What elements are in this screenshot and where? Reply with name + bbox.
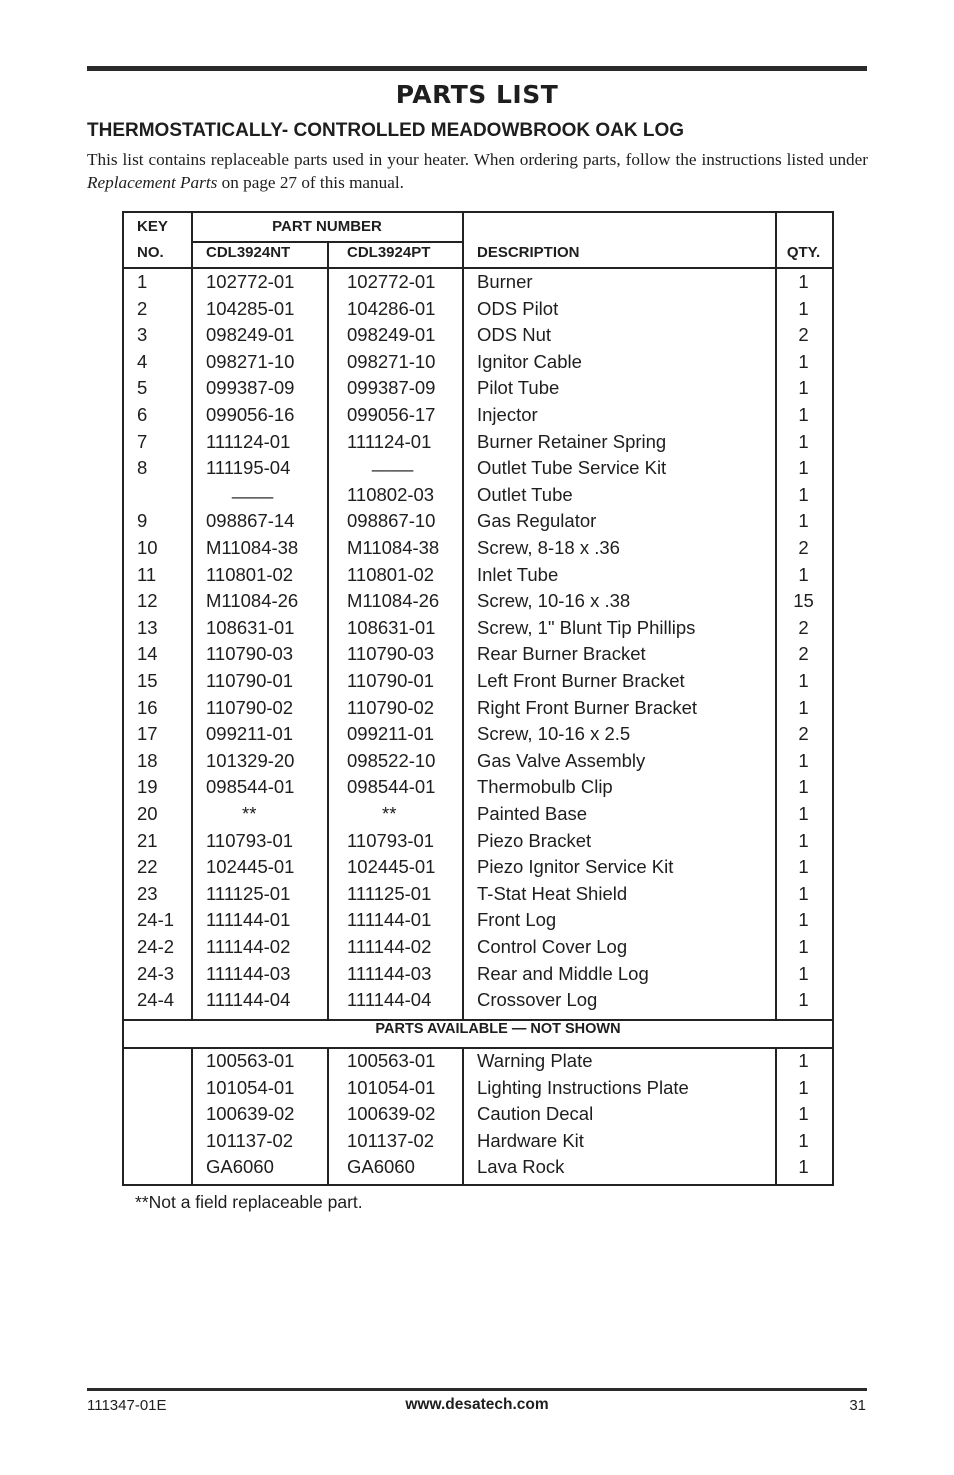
intro-text-end: on page 27 of this manual. <box>217 173 404 192</box>
part-number-nt-cell: 111124-01 <box>206 430 291 452</box>
part-number-nt-cell: 111144-03 <box>206 962 291 984</box>
key-number-cell: 23 <box>137 882 158 904</box>
part-number-nt-cell: 110793-01 <box>206 829 294 851</box>
quantity-cell: 1 <box>798 271 809 292</box>
column-divider <box>327 1047 329 1186</box>
description-cell: Warning Plate <box>477 1050 593 1071</box>
key-number-cell: 24-2 <box>137 936 175 957</box>
part-number-nt-cell: 101137-02 <box>206 1129 294 1151</box>
quantity-cell: 2 <box>798 616 809 638</box>
description-cell: Ignitor Cable <box>477 350 582 372</box>
part-number-nt-cell: 110790-02 <box>206 696 294 718</box>
header-key-line1: KEY <box>137 218 168 235</box>
part-number-nt-cell: ____ <box>232 477 274 499</box>
column-divider <box>327 241 329 1019</box>
footnote: **Not a field replaceable part. <box>135 1192 363 1212</box>
part-number-pt-cell: 098522-10 <box>347 749 436 771</box>
quantity-cell: 1 <box>798 776 809 798</box>
part-number-pt-cell: 110790-03 <box>347 643 435 665</box>
intro-text-start: This list contains replaceable parts used in your heater. When ordering parts, follow the instructions listed under <box>87 150 868 169</box>
key-number-cell: 15 <box>137 670 158 691</box>
part-number-pt-cell: 098544-01 <box>347 776 436 798</box>
part-number-pt-cell: 110790-01 <box>347 670 435 691</box>
header-model-pt: CDL3924PT <box>347 244 431 261</box>
header-model-nt: CDL3924NT <box>206 244 291 261</box>
description-cell: Control Cover Log <box>477 936 628 957</box>
intro-paragraph <box>87 148 868 194</box>
quantity-cell: 2 <box>798 537 809 558</box>
quantity-cell: 1 <box>798 457 809 479</box>
header-key-line2: NO. <box>137 244 164 261</box>
quantity-cell: 1 <box>798 829 809 851</box>
part-number-pt-cell: 100563-01 <box>347 1050 436 1071</box>
part-number-pt-cell: ** <box>382 803 397 824</box>
part-number-pt-cell: 098867-10 <box>347 510 436 532</box>
key-number-cell: 13 <box>137 616 158 638</box>
parts-table <box>122 211 834 1186</box>
quantity-cell: 1 <box>798 1156 809 1178</box>
part-number-pt-cell: 110801-02 <box>347 563 435 585</box>
part-number-nt-cell: 111125-01 <box>206 882 291 904</box>
key-number-cell: 6 <box>137 404 148 425</box>
quantity-cell: 1 <box>798 483 809 505</box>
part-number-pt-cell: M11084-26 <box>347 590 440 612</box>
description-cell: Burner Retainer Spring <box>477 430 667 452</box>
quantity-cell: 1 <box>798 749 809 771</box>
key-number-cell: 18 <box>137 749 158 771</box>
header-description: DESCRIPTION <box>477 244 580 261</box>
description-cell: Rear and Middle Log <box>477 962 649 984</box>
part-number-pt-cell: 098249-01 <box>347 324 436 346</box>
quantity-cell: 1 <box>798 1076 809 1098</box>
part-number-pt-cell: 111144-02 <box>347 936 432 957</box>
part-number-pt-cell: 111144-01 <box>347 909 432 931</box>
quantity-cell: 1 <box>798 670 809 691</box>
description-cell: Outlet Tube Service Kit <box>477 457 667 479</box>
key-number-cell: 3 <box>137 324 148 346</box>
key-number-cell: 21 <box>137 829 158 851</box>
quantity-cell: 1 <box>798 510 809 532</box>
description-cell: Rear Burner Bracket <box>477 643 646 665</box>
quantity-cell: 1 <box>798 803 809 824</box>
section-subtitle: THERMOSTATICALLY- CONTROLLED MEADOWBROOK OAK LOG <box>87 120 685 141</box>
quantity-cell: 1 <box>798 1050 809 1071</box>
quantity-cell: 1 <box>798 377 809 399</box>
part-number-pt-cell: 101137-02 <box>347 1129 435 1151</box>
part-number-nt-cell: 098544-01 <box>206 776 295 798</box>
description-cell: Lighting Instructions Plate <box>477 1076 689 1098</box>
quantity-cell: 1 <box>798 404 809 425</box>
description-cell: Piezo Bracket <box>477 829 592 851</box>
quantity-cell: 2 <box>798 324 809 346</box>
description-cell: Injector <box>477 404 538 425</box>
column-divider <box>191 213 193 1019</box>
description-cell: Inlet Tube <box>477 563 559 585</box>
part-number-nt-cell: 108631-01 <box>206 616 295 638</box>
header-qty: QTY. <box>786 244 821 261</box>
description-cell: Gas Regulator <box>477 510 597 532</box>
key-number-cell: 24-4 <box>137 989 175 1011</box>
description-cell: Right Front Burner Bracket <box>477 696 698 718</box>
part-number-nt-cell: 111144-04 <box>206 989 291 1011</box>
quantity-cell: 1 <box>798 1129 809 1151</box>
top-rule <box>87 66 867 71</box>
part-number-pt-cell: 099056-17 <box>347 404 436 425</box>
description-cell: Painted Base <box>477 803 588 824</box>
description-cell: Screw, 1" Blunt Tip Phillips <box>477 616 696 638</box>
part-number-nt-cell: 099211-01 <box>206 723 294 745</box>
quantity-cell: 2 <box>798 723 809 745</box>
part-number-nt-cell: 110790-01 <box>206 670 294 691</box>
part-number-nt-cell: M11084-26 <box>206 590 299 612</box>
page-number: 31 <box>849 1397 866 1414</box>
quantity-cell: 1 <box>798 563 809 585</box>
part-number-nt-cell: ** <box>242 803 257 824</box>
quantity-cell: 1 <box>798 350 809 372</box>
part-number-pt-cell: ____ <box>372 451 414 473</box>
quantity-cell: 1 <box>798 1103 809 1125</box>
bottom-rule <box>87 1388 867 1391</box>
part-number-nt-cell: 100563-01 <box>206 1050 295 1071</box>
key-number-cell: 16 <box>137 696 158 718</box>
part-number-pt-cell: 111125-01 <box>347 882 432 904</box>
part-number-pt-cell: 110790-02 <box>347 696 435 718</box>
part-number-pt-cell: 111144-03 <box>347 962 432 984</box>
key-number-cell: 10 <box>137 537 158 558</box>
part-number-pt-cell: 110793-01 <box>347 829 435 851</box>
part-number-nt-cell: 111144-01 <box>206 909 291 931</box>
document-number: 111347-01E <box>87 1397 167 1414</box>
key-number-cell: 2 <box>137 297 148 319</box>
key-number-cell: 12 <box>137 590 158 612</box>
section-rule-bottom <box>124 1047 832 1049</box>
part-number-pt-cell: 099387-09 <box>347 377 436 399</box>
key-number-cell: 4 <box>137 350 148 372</box>
quantity-cell: 1 <box>798 856 809 878</box>
description-cell: Pilot Tube <box>477 377 560 399</box>
key-number-cell: 22 <box>137 856 158 878</box>
part-number-nt-cell: GA6060 <box>206 1156 274 1178</box>
part-number-nt-cell: 102772-01 <box>206 271 295 292</box>
part-number-nt-cell: 111144-02 <box>206 936 291 957</box>
quantity-cell: 1 <box>798 882 809 904</box>
website-url: www.desatech.com <box>405 1396 549 1413</box>
description-cell: Hardware Kit <box>477 1129 584 1151</box>
intro-reference: Replacement Parts <box>87 173 218 192</box>
part-number-nt-cell: 111195-04 <box>206 457 291 479</box>
part-number-nt-cell: 100639-02 <box>206 1103 295 1125</box>
key-number-cell: 24-3 <box>137 962 175 984</box>
part-number-pt-cell: 099211-01 <box>347 723 435 745</box>
description-cell: Lava Rock <box>477 1156 565 1178</box>
part-number-pt-cell: 101054-01 <box>347 1076 436 1098</box>
part-number-pt-cell: M11084-38 <box>347 537 440 558</box>
part-number-nt-cell: 102445-01 <box>206 856 295 878</box>
quantity-cell: 1 <box>798 936 809 957</box>
description-cell: Caution Decal <box>477 1103 594 1125</box>
part-number-pt-cell: 110802-03 <box>347 483 435 505</box>
part-number-pt-cell: 102445-01 <box>347 856 436 878</box>
quantity-cell: 2 <box>798 643 809 665</box>
header-subdivider <box>191 241 463 243</box>
page-title: PARTS LIST <box>395 80 559 109</box>
quantity-cell: 1 <box>798 962 809 984</box>
part-number-pt-cell: 098271-10 <box>347 350 436 372</box>
key-number-cell: 5 <box>137 377 148 399</box>
description-cell: Crossover Log <box>477 989 598 1011</box>
column-divider <box>462 1047 464 1186</box>
part-number-pt-cell: GA6060 <box>347 1156 415 1178</box>
key-number-cell: 1 <box>137 271 148 292</box>
not-shown-label: PARTS AVAILABLE — NOT SHOWN <box>375 1021 621 1037</box>
part-number-pt-cell: 102772-01 <box>347 271 436 292</box>
part-number-nt-cell: 098271-10 <box>206 350 295 372</box>
key-number-cell: 9 <box>137 510 148 532</box>
part-number-nt-cell: 098249-01 <box>206 324 295 346</box>
key-number-cell: 20 <box>137 803 158 824</box>
description-cell: ODS Nut <box>477 324 552 346</box>
key-number-cell: 11 <box>137 563 157 585</box>
header-rule <box>124 267 832 269</box>
part-number-nt-cell: 099056-16 <box>206 404 295 425</box>
part-number-pt-cell: 100639-02 <box>347 1103 436 1125</box>
description-cell: Thermobulb Clip <box>477 776 613 798</box>
description-cell: Burner <box>477 271 533 292</box>
quantity-cell: 15 <box>793 590 814 612</box>
column-divider <box>462 213 464 1019</box>
part-number-nt-cell: 104285-01 <box>206 297 295 319</box>
key-number-cell: 14 <box>137 643 158 665</box>
part-number-nt-cell: 101329-20 <box>206 749 295 771</box>
part-number-nt-cell: M11084-38 <box>206 537 299 558</box>
part-number-nt-cell: 098867-14 <box>206 510 295 532</box>
description-cell: Screw, 10-16 x 2.5 <box>477 723 631 745</box>
key-number-cell: 7 <box>137 430 148 452</box>
header-part-number: PART NUMBER <box>272 218 382 235</box>
key-number-cell: 17 <box>137 723 158 745</box>
quantity-cell: 1 <box>798 989 809 1011</box>
description-cell: Screw, 8-18 x .36 <box>477 537 620 558</box>
key-number-cell: 24-1 <box>137 909 175 931</box>
part-number-pt-cell: 104286-01 <box>347 297 436 319</box>
description-cell: Front Log <box>477 909 557 931</box>
quantity-cell: 1 <box>798 909 809 931</box>
description-cell: Piezo Ignitor Service Kit <box>477 856 674 878</box>
description-cell: Outlet Tube <box>477 483 573 505</box>
description-cell: Gas Valve Assembly <box>477 749 646 771</box>
part-number-pt-cell: 111124-01 <box>347 430 432 452</box>
part-number-pt-cell: 111144-04 <box>347 989 432 1011</box>
part-number-nt-cell: 110790-03 <box>206 643 294 665</box>
key-number-cell: 8 <box>137 457 148 479</box>
description-cell: T-Stat Heat Shield <box>477 882 628 904</box>
part-number-nt-cell: 101054-01 <box>206 1076 295 1098</box>
description-cell: ODS Pilot <box>477 297 559 319</box>
description-cell: Screw, 10-16 x .38 <box>477 590 631 612</box>
part-number-nt-cell: 110801-02 <box>206 563 294 585</box>
description-cell: Left Front Burner Bracket <box>477 670 685 691</box>
column-divider <box>191 1047 193 1186</box>
quantity-cell: 1 <box>798 696 809 718</box>
part-number-nt-cell: 099387-09 <box>206 377 295 399</box>
quantity-cell: 1 <box>798 297 809 319</box>
part-number-pt-cell: 108631-01 <box>347 616 436 638</box>
quantity-cell: 1 <box>798 430 809 452</box>
key-number-cell: 19 <box>137 776 158 798</box>
